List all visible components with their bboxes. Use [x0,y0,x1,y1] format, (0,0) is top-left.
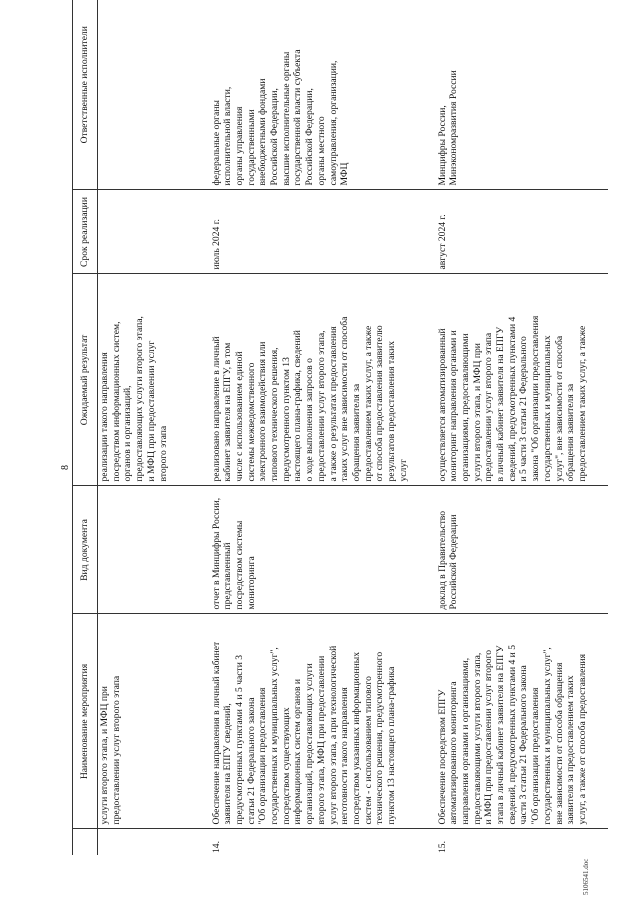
row-number: 14. [210,841,222,853]
row-name: Обеспечение направления в личный кабинет заявителя на ЕПГУ сведений, предусмотренных пунктами 4 и 5 части 3 статьи 21 Федерального закона "Об организации предоставления государственных и муниципальных услуг", посредством существующих информационных систем органов и организаций, предоставляющих услуги второго этапа, МФЦ при предоставлении услуг второго этапа, а при технологической неготовности такого направления посредством указанных информационных систем - с использованием типового технического решения, предусмотренного пунктом 13 настоящего плана-графика [210,614,436,829]
header-result: Ожидаемый результат [73,274,98,486]
row-term: август 2024 г. [436,190,608,274]
row-result: осуществляется автоматизированный мониторинг направления органами и организациями, предоставляющими услуги второго этапа, и МФЦ при предоставлении услуг второго этапа в личный кабинет заявителя на ЕПГУ сведений, предусмотренных пунктами 4 и 5 части 3 статьи 21 Федерального закона "Об организации предоставления государственных и муниципальных услуг", вне зависимости от способа обращения заявителя за предоставлением таких услуг, а также [436,274,608,486]
row-number: 15. [436,841,448,853]
row-doc-type [98,486,210,614]
header-responsible: Ответственные исполнители [73,0,98,190]
row-doc-type: доклад в Правительство Российской Федерации [436,486,608,614]
table-header-row [73,0,98,855]
row-responsible [98,0,210,190]
document-file-code: 5106541.doc [582,858,590,895]
header-doc-type: Вид документа [73,486,98,614]
row-number [98,829,210,855]
row-term [98,190,210,274]
action-plan-table [72,0,608,855]
row-name: услуги второго этапа, и МФЦ при предоставлении услуг второго этапа [98,614,210,829]
row-result: реализации такого направления посредством информационных систем, органов и организаций, предоставляющих услуги второго этапа, и МФЦ при предоставлении услуг второго этапа [98,274,210,486]
row-result: реализовано направление в личный кабинет заявителя на ЕПГУ, в том числе с использованием единой системы межведомственного электронного взаимодействия или типового технического решения, предусмотренного пунктом 13 настоящего плана-графика, сведений о ходе выполнения запросов о предоставлении услуг второго этапа, а также о результатах предоставления таких услуг вне зависимости от способа обращения заявителя за предоставлением таких услуг, а также от способа предоставления заявителю результатов предоставления таких услуг [210,274,436,486]
row-name: Обеспечение посредством ЕПГУ автоматизированного мониторинга направления органами и организациями, предоставляющими услуги второго этапа, и МФЦ при предоставлении услуг второго этапа в личный кабинет заявителя на ЕПГУ сведений, предусмотренных пунктами 4 и 5 части 3 статьи 21 Федерального закона "Об организации предоставления государственных и муниципальных услуг", вне зависимости от способа обращения заявителя за предоставлением таких услуг, а также от способа предоставления [436,614,608,829]
row-term: июль 2024 г. [210,190,436,274]
row-responsible: федеральные органы исполнительной власти, органы управления государственными внебюджетными фондами Российской Федерации, высшие исполнительные органы государственной власти субъекта Российской Федерации, органы местного самоуправления, организации, МФЦ [210,0,436,190]
row-doc-type: отчет в Минцифры России, представленный посредством системы мониторинга [210,486,436,614]
header-name: Наименование мероприятия [73,614,98,829]
table-row [98,0,210,855]
page-number: 8 [60,465,71,470]
row-responsible: Минцифры России, Минэкономразвития России [436,0,608,190]
header-term: Срок реализации [73,190,98,274]
table-row [436,0,608,855]
header-num [73,829,98,855]
table-row [210,0,436,855]
